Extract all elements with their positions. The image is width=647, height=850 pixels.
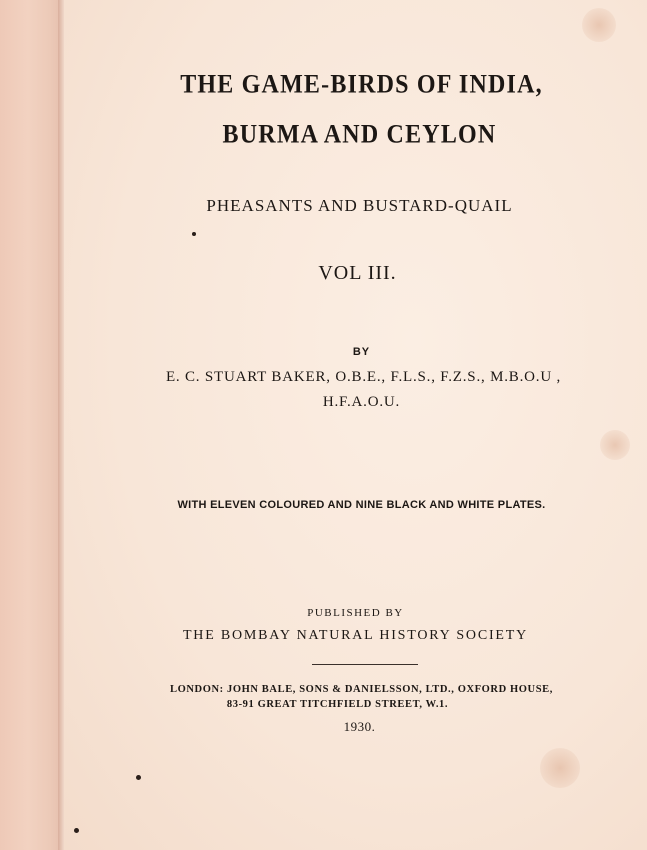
ink-speck [192,232,196,236]
published-by-label: PUBLISHED BY [307,607,404,619]
printer-line-1: LONDON: JOHN BALE, SONS & DANIELSSON, LTD., OXFORD HOUSE, [170,684,553,695]
author-line-2: H.F.A.O.U. [322,394,401,410]
book-subtitle: PHEASANTS AND BUSTARD-QUAIL [206,196,513,215]
divider-rule [312,664,418,665]
foxing-stain [600,430,630,460]
volume-number: VOL III. [318,262,397,284]
foxing-stain [540,748,580,788]
foxing-stain [582,8,616,42]
ink-speck [74,828,79,833]
ink-speck [136,775,141,780]
publisher-name: THE BOMBAY NATURAL HISTORY SOCIETY [182,628,529,643]
book-title-line-1: THE GAME-BIRDS OF INDIA, [180,70,543,99]
author-line-1: E. C. STUART BAKER, O.B.E., F.L.S., F.Z.S., M.B.O.U , [165,369,562,385]
book-spine [0,0,62,850]
book-title-line-2: BURMA AND CEYLON [222,120,497,149]
printer-line-2: 83-91 GREAT TITCHFIELD STREET, W.1. [226,699,449,710]
by-label: BY [352,346,371,358]
publication-year: 1930. [343,719,376,734]
plates-note: WITH ELEVEN COLOURED AND NINE BLACK AND WHITE PLATES. [177,499,546,511]
